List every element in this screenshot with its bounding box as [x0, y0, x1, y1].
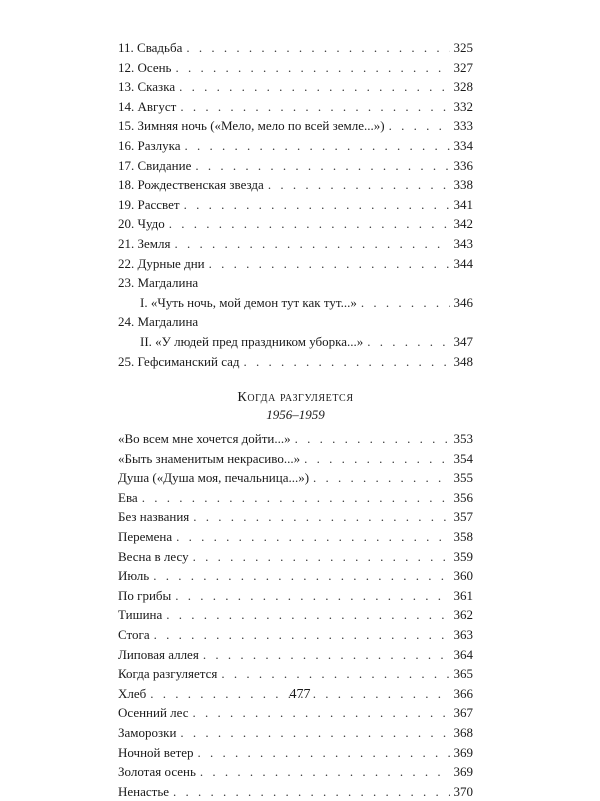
toc-entry-title: 24. Магдалина [118, 314, 199, 330]
leader-dots [295, 429, 450, 449]
toc-entry-page: 370 [453, 783, 473, 799]
toc-entry-page: 354 [453, 450, 473, 466]
toc-entry-title: Ева [118, 489, 138, 505]
toc-group-heading [118, 273, 473, 293]
toc-entry-title: 19. Рассвет [118, 196, 180, 212]
leader-dots [198, 743, 450, 763]
toc-entry-title: Июль [118, 568, 150, 584]
toc-entry-page: 341 [453, 196, 473, 212]
toc-entry [118, 429, 473, 449]
toc-subentry [118, 293, 473, 313]
toc-entry [118, 97, 473, 117]
toc-entry-page: 332 [453, 98, 473, 114]
page-number: 477 [289, 687, 311, 702]
toc-entry [118, 449, 473, 469]
toc-entry [118, 175, 473, 195]
toc-entry [118, 136, 473, 156]
toc-entry-page: 353 [453, 431, 473, 447]
toc-entry-page: 368 [453, 725, 473, 740]
toc-entry [118, 234, 473, 254]
toc-list-part2 [118, 429, 473, 801]
toc-entry-page: 338 [453, 177, 473, 193]
toc-entry-title: 13. Сказка [118, 79, 176, 95]
leader-dots [193, 547, 450, 567]
leader-dots [180, 723, 449, 743]
toc-entry-page: 334 [453, 137, 473, 153]
toc-entry-title: Тишина [118, 607, 163, 623]
toc-entry-title: Хлеб [118, 685, 147, 701]
toc-entry-title: По грибы [118, 587, 172, 603]
toc-list-part1 [118, 38, 473, 371]
toc-entry-page: 357 [453, 509, 473, 525]
toc-entry-page: 359 [453, 548, 473, 564]
toc-entry-title: Когда разгуляется [118, 666, 218, 682]
toc-entry [118, 743, 473, 763]
toc-entry-page: 363 [453, 627, 473, 643]
toc-entry-title: I. «Чуть ночь, мой демон тут как тут...» [140, 294, 357, 310]
toc-entry-title: Золотая осень [118, 764, 196, 780]
leader-dots [367, 332, 449, 352]
toc-entry-page: 360 [453, 568, 473, 584]
leader-dots [361, 293, 450, 313]
leader-dots [142, 488, 450, 508]
toc-entry-page: 361 [453, 587, 473, 603]
toc-entry [118, 723, 473, 743]
toc-entry [118, 38, 473, 58]
toc-entry [118, 703, 473, 723]
toc-entry [118, 762, 473, 782]
toc-entry-page: 358 [453, 529, 473, 545]
leader-dots [174, 234, 449, 254]
toc-entry-page: 344 [453, 255, 473, 271]
toc-entry [118, 664, 473, 684]
toc-entry [118, 566, 473, 586]
section-heading [118, 389, 473, 423]
toc-entry [118, 468, 473, 488]
toc-entry-page: 369 [453, 764, 473, 780]
toc-entry-title: 16. Разлука [118, 137, 181, 153]
toc-entry-page: 325 [453, 40, 473, 55]
toc-entry-title: 20. Чудо [118, 216, 165, 232]
toc-entry-title: Заморозки [118, 725, 177, 740]
toc-entry-title: «Во всем мне хочется дойти...» [118, 431, 291, 447]
leader-dots [195, 156, 449, 176]
toc-entry [118, 527, 473, 547]
toc-entry [118, 605, 473, 625]
toc-entry [118, 77, 473, 97]
toc-entry-page: 327 [453, 59, 473, 75]
leader-dots [200, 762, 450, 782]
toc-entry-title: 17. Свидание [118, 157, 192, 173]
toc-entry-title: 25. Гефсиманский сад [118, 353, 240, 369]
toc-entry-page: 347 [453, 333, 473, 349]
toc-entry-page: 355 [453, 470, 473, 486]
section-years: 1956–1959 [266, 407, 325, 423]
toc-group-heading [118, 312, 473, 332]
toc-entry-page: 364 [453, 646, 473, 662]
leader-dots [180, 97, 449, 117]
toc-entry-page: 342 [453, 216, 473, 232]
toc-entry-title: 15. Зимняя ночь («Мело, мело по всей земле...») [118, 118, 385, 134]
toc-entry-title: Душа («Душа моя, печальница...») [118, 470, 310, 486]
toc-entry-title: II. «У людей пред праздником уборка...» [140, 333, 364, 349]
leader-dots [186, 38, 449, 58]
toc-entry-title: «Быть знаменитым некрасиво...» [118, 450, 301, 466]
toc-entry-page: 366 [453, 685, 473, 701]
toc-entry [118, 156, 473, 176]
toc-entry-page: 348 [453, 353, 473, 369]
toc-entry-title: Ночной ветер [118, 744, 194, 760]
toc-entry-title: Весна в лесу [118, 548, 189, 564]
leader-dots [193, 703, 450, 723]
toc-entry-page: 343 [453, 235, 473, 251]
leader-dots [221, 664, 449, 684]
leader-dots [166, 605, 449, 625]
toc-entry-page: 369 [453, 744, 473, 760]
toc-entry [118, 195, 473, 215]
toc-entry [118, 116, 473, 136]
leader-dots [179, 77, 449, 97]
toc-entry [118, 625, 473, 645]
leader-dots [389, 116, 450, 136]
leader-dots [313, 468, 449, 488]
section-title: Когда разгуляется [237, 390, 354, 406]
leader-dots [154, 625, 450, 645]
toc-entry-page: 336 [453, 157, 473, 173]
leader-dots [193, 507, 449, 527]
leader-dots [173, 782, 449, 801]
toc-entry-title: 22. Дурные дни [118, 255, 205, 271]
toc-entry-page: 333 [453, 118, 473, 134]
leader-dots [304, 449, 449, 469]
toc-entry-title: Липовая аллея [118, 646, 199, 662]
toc-entry-title: 21. Земля [118, 235, 171, 251]
toc-entry [118, 645, 473, 665]
toc-entry [118, 352, 473, 372]
toc-entry-page: 346 [453, 294, 473, 310]
leader-dots [268, 175, 450, 195]
toc-entry-title: Осенний лес [118, 705, 189, 721]
toc-entry [118, 507, 473, 527]
toc-entry-title: 23. Магдалина [118, 275, 199, 291]
toc-entry [118, 488, 473, 508]
toc-entry-page: 367 [453, 705, 473, 721]
toc-entry [118, 58, 473, 78]
toc-entry-title: 14. Август [118, 98, 177, 114]
toc-entry-title: Стога [118, 627, 150, 643]
leader-dots [169, 214, 450, 234]
toc-entry-title: 18. Рождественская звезда [118, 177, 264, 193]
toc-entry-title: Перемена [118, 529, 173, 545]
leader-dots [153, 566, 449, 586]
toc-entry [118, 254, 473, 274]
toc-entry [118, 214, 473, 234]
leader-dots [244, 352, 450, 372]
toc-entry-title: Без названия [118, 509, 190, 525]
leader-dots [209, 254, 450, 274]
toc-entry-title: Ненастье [118, 783, 170, 799]
toc-entry-title: 12. Осень [118, 59, 172, 75]
toc-subentry [118, 332, 473, 352]
toc-entry-page: 365 [453, 666, 473, 682]
toc-entry [118, 586, 473, 606]
toc-entry-title: 11. Свадьба [118, 40, 183, 55]
leader-dots [184, 195, 450, 215]
leader-dots [175, 586, 449, 606]
leader-dots [175, 58, 449, 78]
leader-dots [185, 136, 450, 156]
toc-entry [118, 547, 473, 567]
leader-dots [203, 645, 450, 665]
toc-entry-page: 356 [453, 489, 473, 505]
leader-dots [176, 527, 449, 547]
toc-entry-page: 328 [453, 79, 473, 95]
toc-entry-page: 362 [453, 607, 473, 623]
toc-entry [118, 782, 473, 801]
